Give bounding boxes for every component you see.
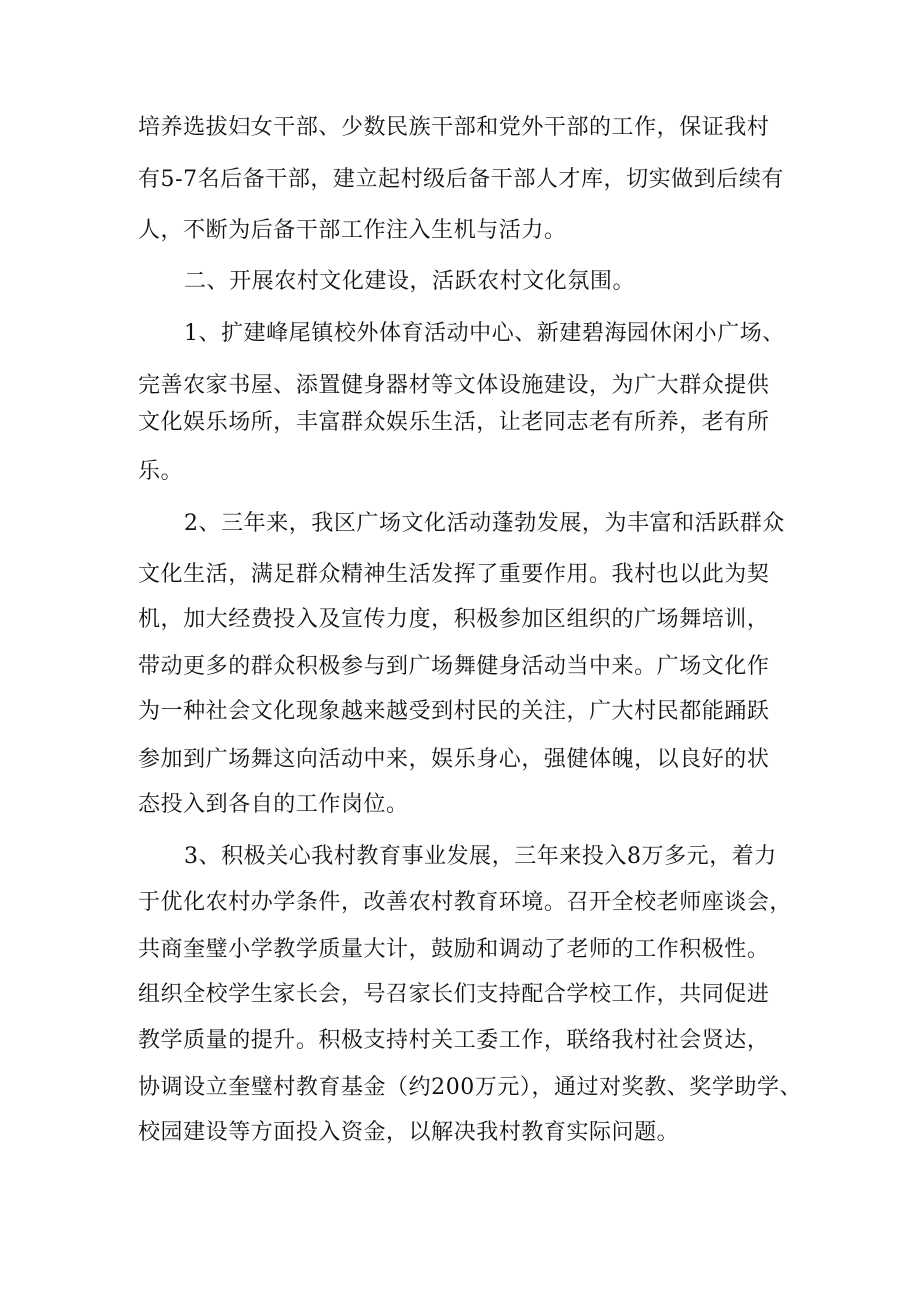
text-line: 2、三年来，我区广场文化活动蓬勃发展，为丰富和活跃群众 — [184, 511, 785, 536]
text-line: 文化生活，满足群众精神生活发挥了重要作用。我村也以此为契 — [138, 562, 770, 587]
text-line: 1、扩建峰尾镇校外体育活动中心、新建碧海园休闲小广场、 — [184, 321, 785, 346]
section-heading: 二、开展农村文化建设，活跃农村文化氛围。 — [184, 269, 636, 294]
text-line: 校园建设等方面投入资金，以解决我村教育实际问题。 — [138, 1120, 680, 1145]
text-line: 教学质量的提升。积极支持村关工委工作，联络我村社会贤达， — [138, 1028, 770, 1053]
text-line: 机，加大经费投入及宣传力度，积极参加区组织的广场舞培训， — [138, 607, 770, 632]
text-line: 培养选拔妇女干部、少数民族干部和党外干部的工作，保证我村 — [138, 115, 770, 140]
text-line: 文化娱乐场所，丰富群众娱乐生活，让老同志老有所养，老有所 — [138, 410, 770, 435]
text-line: 共商奎璧小学教学质量大计，鼓励和调动了老师的工作积极性。 — [138, 937, 770, 962]
text-line: 为一种社会文化现象越来越受到村民的关注，广大村民都能踊跃 — [138, 699, 770, 724]
text-line: 带动更多的群众积极参与到广场舞健身活动当中来。广场文化作 — [138, 654, 770, 679]
text-line: 组织全校学生家长会，号召家长们支持配合学校工作，共同促进 — [138, 982, 770, 1007]
text-line: 人，不断为后备干部工作注入生机与活力。 — [138, 218, 567, 243]
text-line: 乐。 — [138, 459, 184, 484]
text-line: 完善农家书屋、添置健身器材等文体设施建设，为广大群众提供 — [138, 373, 770, 398]
text-line: 有5-7名后备干部，建立起村级后备干部人才库，切实做到后续有 — [138, 167, 784, 192]
text-line: 态投入到各自的工作岗位。 — [138, 792, 409, 817]
text-line: 3、积极关心我村教育事业发展，三年来投入8万多元，着力 — [184, 844, 777, 869]
text-line: 协调设立奎璧村教育基金（约200万元），通过对奖教、奖学助学、 — [138, 1075, 803, 1100]
text-line: 于优化农村办学条件，改善农村教育环境。召开全校老师座谈会， — [138, 890, 792, 915]
text-line: 参加到广场舞这向活动中来，娱乐身心，强健体魄，以良好的状 — [138, 747, 770, 772]
